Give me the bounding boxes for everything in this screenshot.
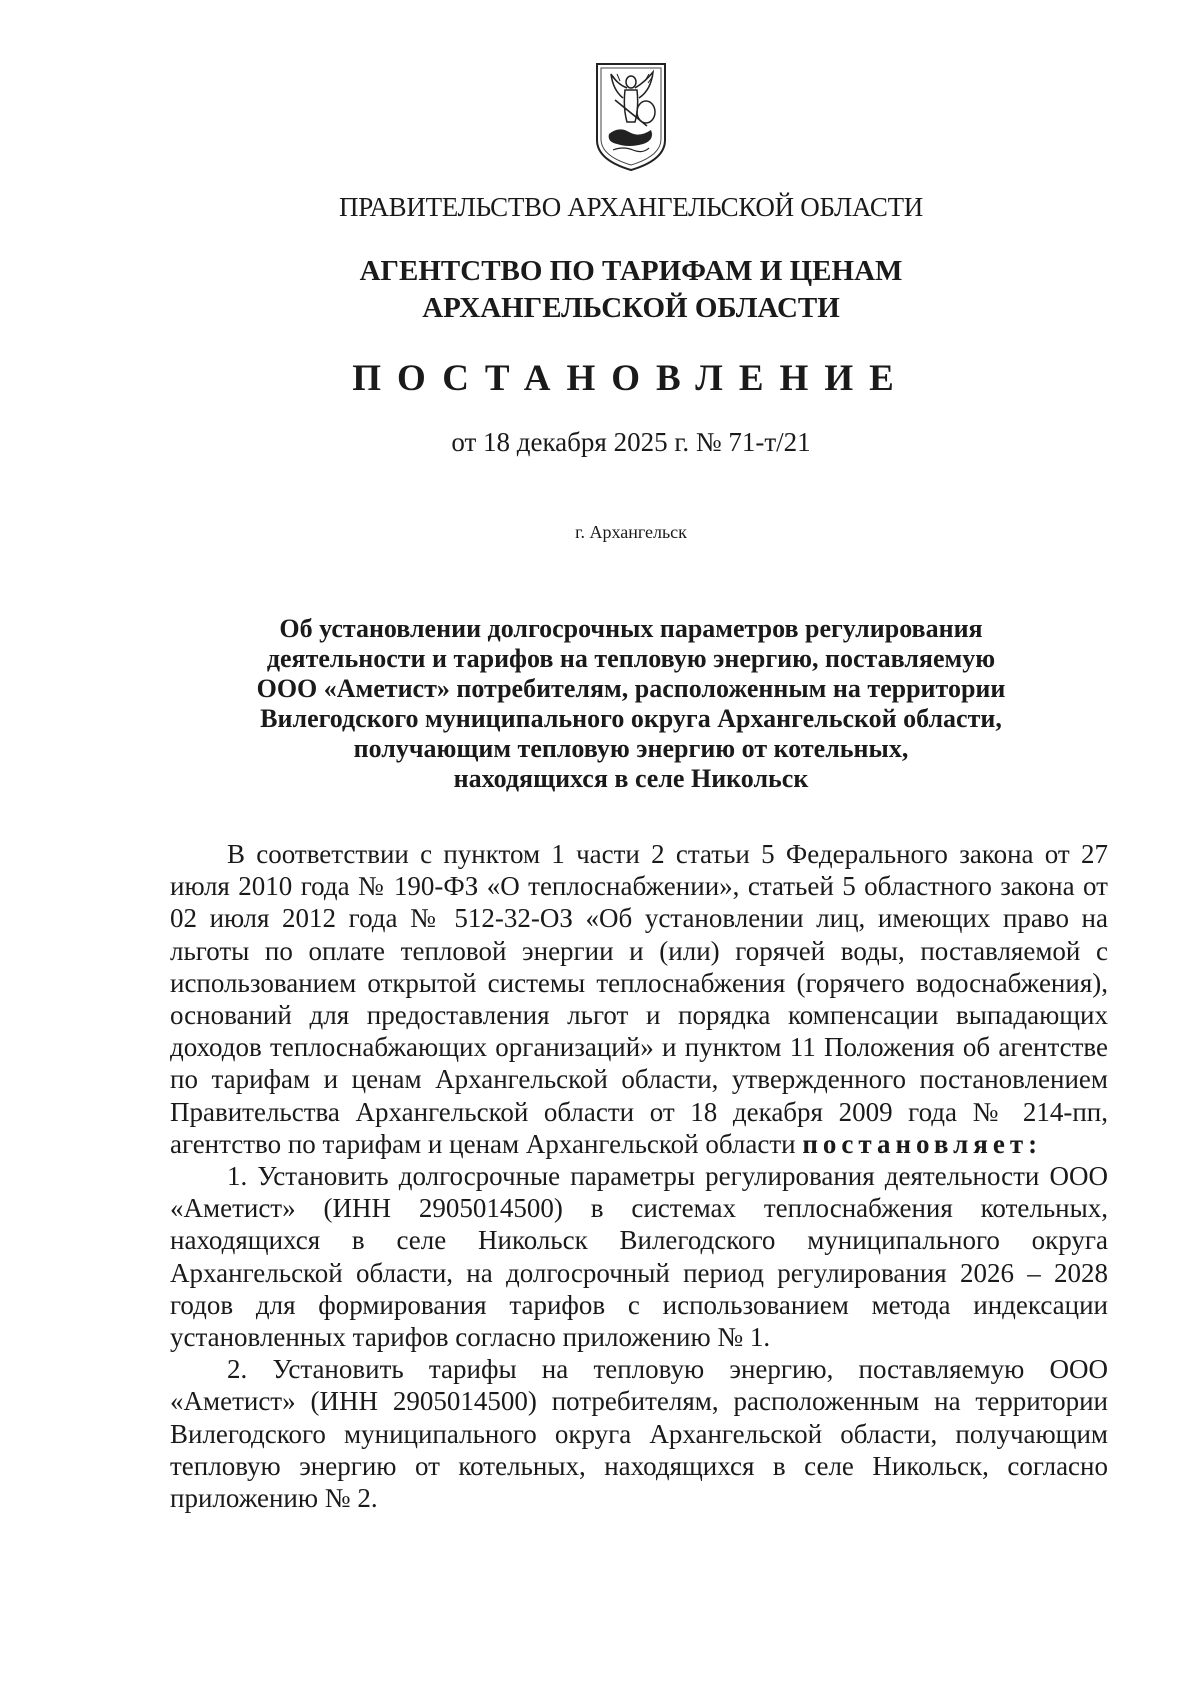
item-1-paragraph: 1. Установить долгосрочные параметры регулирования деятельности ООО «Аметист» (ИНН 2905014500) в системах теплоснабжения котельных, находящихся в селе Никольск Вилегодского муниципального округа Архангельской области, на долгосрочный период регулирования 2026 – 2028 годов для формирования тарифов с использованием метода индексации установленных тарифов согласно приложению № 1. bbox=[170, 1161, 1108, 1353]
document-body bbox=[170, 838, 1108, 1514]
preamble-text: В соответствии с пунктом 1 части 2 статьи 5 Федерального закона от 27 июля 2010 года № 190-ФЗ «О теплоснабжении», статьей 5 областного закона от 02 июля 2012 года № 512-32-ОЗ «Об установлении лиц, имеющих право на льготы по оплате тепловой энергии и (или) горячей воды, поставляемой с использованием открытой системы теплоснабжения (горячего водоснабжения), оснований для предоставления льгот и порядка компенсации выпадающих доходов теплоснабжающих организаций» и пунктом 11 Положения об агентстве по тарифам и ценам Архангельской области, утвержденного постановлением Правительства Архангельской области от 18 декабря 2009 года № 214-пп, агентство по тарифам и ценам Архангельской области bbox=[170, 839, 1108, 1159]
subject-line: находящихся в селе Никольск bbox=[453, 764, 809, 793]
agency-name bbox=[0, 253, 1200, 327]
subject-line: деятельности и тарифов на тепловую энергию, поставляемую bbox=[266, 644, 996, 673]
subject-line: Об установлении долгосрочных параметров регулирования bbox=[279, 614, 983, 643]
subject-line: ООО «Аметист» потребителям, расположенным на территории bbox=[256, 674, 1006, 703]
agency-name-line-2: АРХАНГЕЛЬСКОЙ ОБЛАСТИ bbox=[422, 292, 840, 324]
subject-line: Вилегодского муниципального округа Архангельской области, bbox=[260, 704, 1002, 733]
document-type: ПОСТАНОВЛЕНИЕ bbox=[352, 358, 910, 399]
agency-name-line-1: АГЕНТСТВО ПО ТАРИФАМ И ЦЕНАМ bbox=[359, 255, 903, 287]
item-2-paragraph: 2. Установить тарифы на тепловую энергию, поставляемую ООО «Аметист» (ИНН 2905014500) потребителям, расположенным на территории Вилегодского муниципального округа Архангельской области, получающим тепловую энергию от котельных, находящихся в селе Никольск, согласно приложению № 2. bbox=[170, 1354, 1108, 1514]
arkhangelsk-coat-of-arms-icon bbox=[593, 60, 669, 174]
document-city: г. Архангельск bbox=[575, 522, 687, 542]
resolves-word: постановляет: bbox=[802, 1128, 1043, 1159]
government-name: ПРАВИТЕЛЬСТВО АРХАНГЕЛЬСКОЙ ОБЛАСТИ bbox=[339, 192, 923, 222]
preamble-paragraph bbox=[170, 838, 1108, 1160]
document-date-number: от 18 декабря 2025 г. № 71-т/21 bbox=[451, 427, 811, 457]
document-subject bbox=[230, 614, 1032, 794]
subject-line: получающим тепловую энергию от котельных, bbox=[353, 734, 909, 763]
